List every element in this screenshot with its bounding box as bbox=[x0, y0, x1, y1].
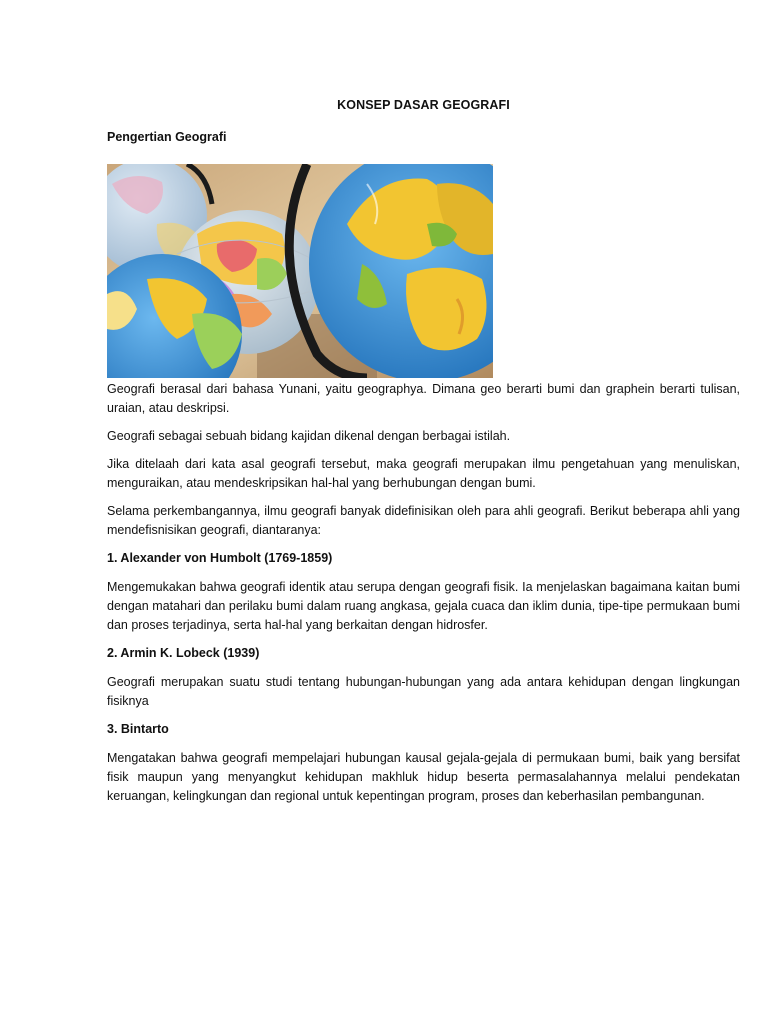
expert-text-2: Geografi merupakan suatu studi tentang hubungan-hubungan yang ada antara kehidupan dengan lingkungan fisiknya bbox=[107, 675, 740, 708]
expert-heading-1: 1. Alexander von Humbolt (1769-1859) bbox=[107, 551, 333, 565]
expert-text-1: Mengemukakan bahwa geografi identik atau serupa dengan geografi fisik. Ia menjelaskan bagaimana kaitan bumi dengan matahari dan perilaku bumi dalam ruang angkasa, gejala cuaca dan iklim dunia, tipe-tipe permukaan bumi dan proses terjadinya, serta hal-hal yang berkaitan dengan hidrosfer. bbox=[107, 580, 740, 632]
document-title: KONSEP DASAR GEOGRAFI bbox=[337, 98, 510, 112]
section-heading: Pengertian Geografi bbox=[107, 130, 227, 144]
intro-paragraph-3: Jika ditelaah dari kata asal geografi tersebut, maka geografi merupakan ilmu pengetahuan yang menuliskan, menguraikan, atau mendeskripsikan hal-hal yang berhubungan dengan bumi. bbox=[107, 457, 740, 490]
globes-photo bbox=[107, 164, 493, 378]
expert-text-3: Mengatakan bahwa geografi mempelajari hubungan kausal gejala-gejala di permukaan bumi, baik yang bersifat fisik maupun yang menyangkut kehidupan makhluk hidup beserta permasalahannya melalui pendekatan keruangan, kelingkungan dan regional untuk kepentingan program, proses dan keberhasilan pembangunan. bbox=[107, 751, 740, 803]
expert-heading-2: 2. Armin K. Lobeck (1939) bbox=[107, 646, 260, 660]
intro-paragraph-4: Selama perkembangannya, ilmu geografi banyak didefinisikan oleh para ahli geografi. Berikut beberapa ahli yang mendefisnisikan geografi, diantaranya: bbox=[107, 504, 740, 537]
intro-paragraph-1: Geografi berasal dari bahasa Yunani, yaitu geographya. Dimana geo berarti bumi dan graphein berarti tulisan, uraian, atau deskripsi. bbox=[107, 382, 740, 415]
expert-heading-3: 3. Bintarto bbox=[107, 722, 169, 736]
document-page bbox=[107, 98, 740, 815]
intro-paragraph-2: Geografi sebagai sebuah bidang kajidan dikenal dengan berbagai istilah. bbox=[107, 429, 511, 443]
